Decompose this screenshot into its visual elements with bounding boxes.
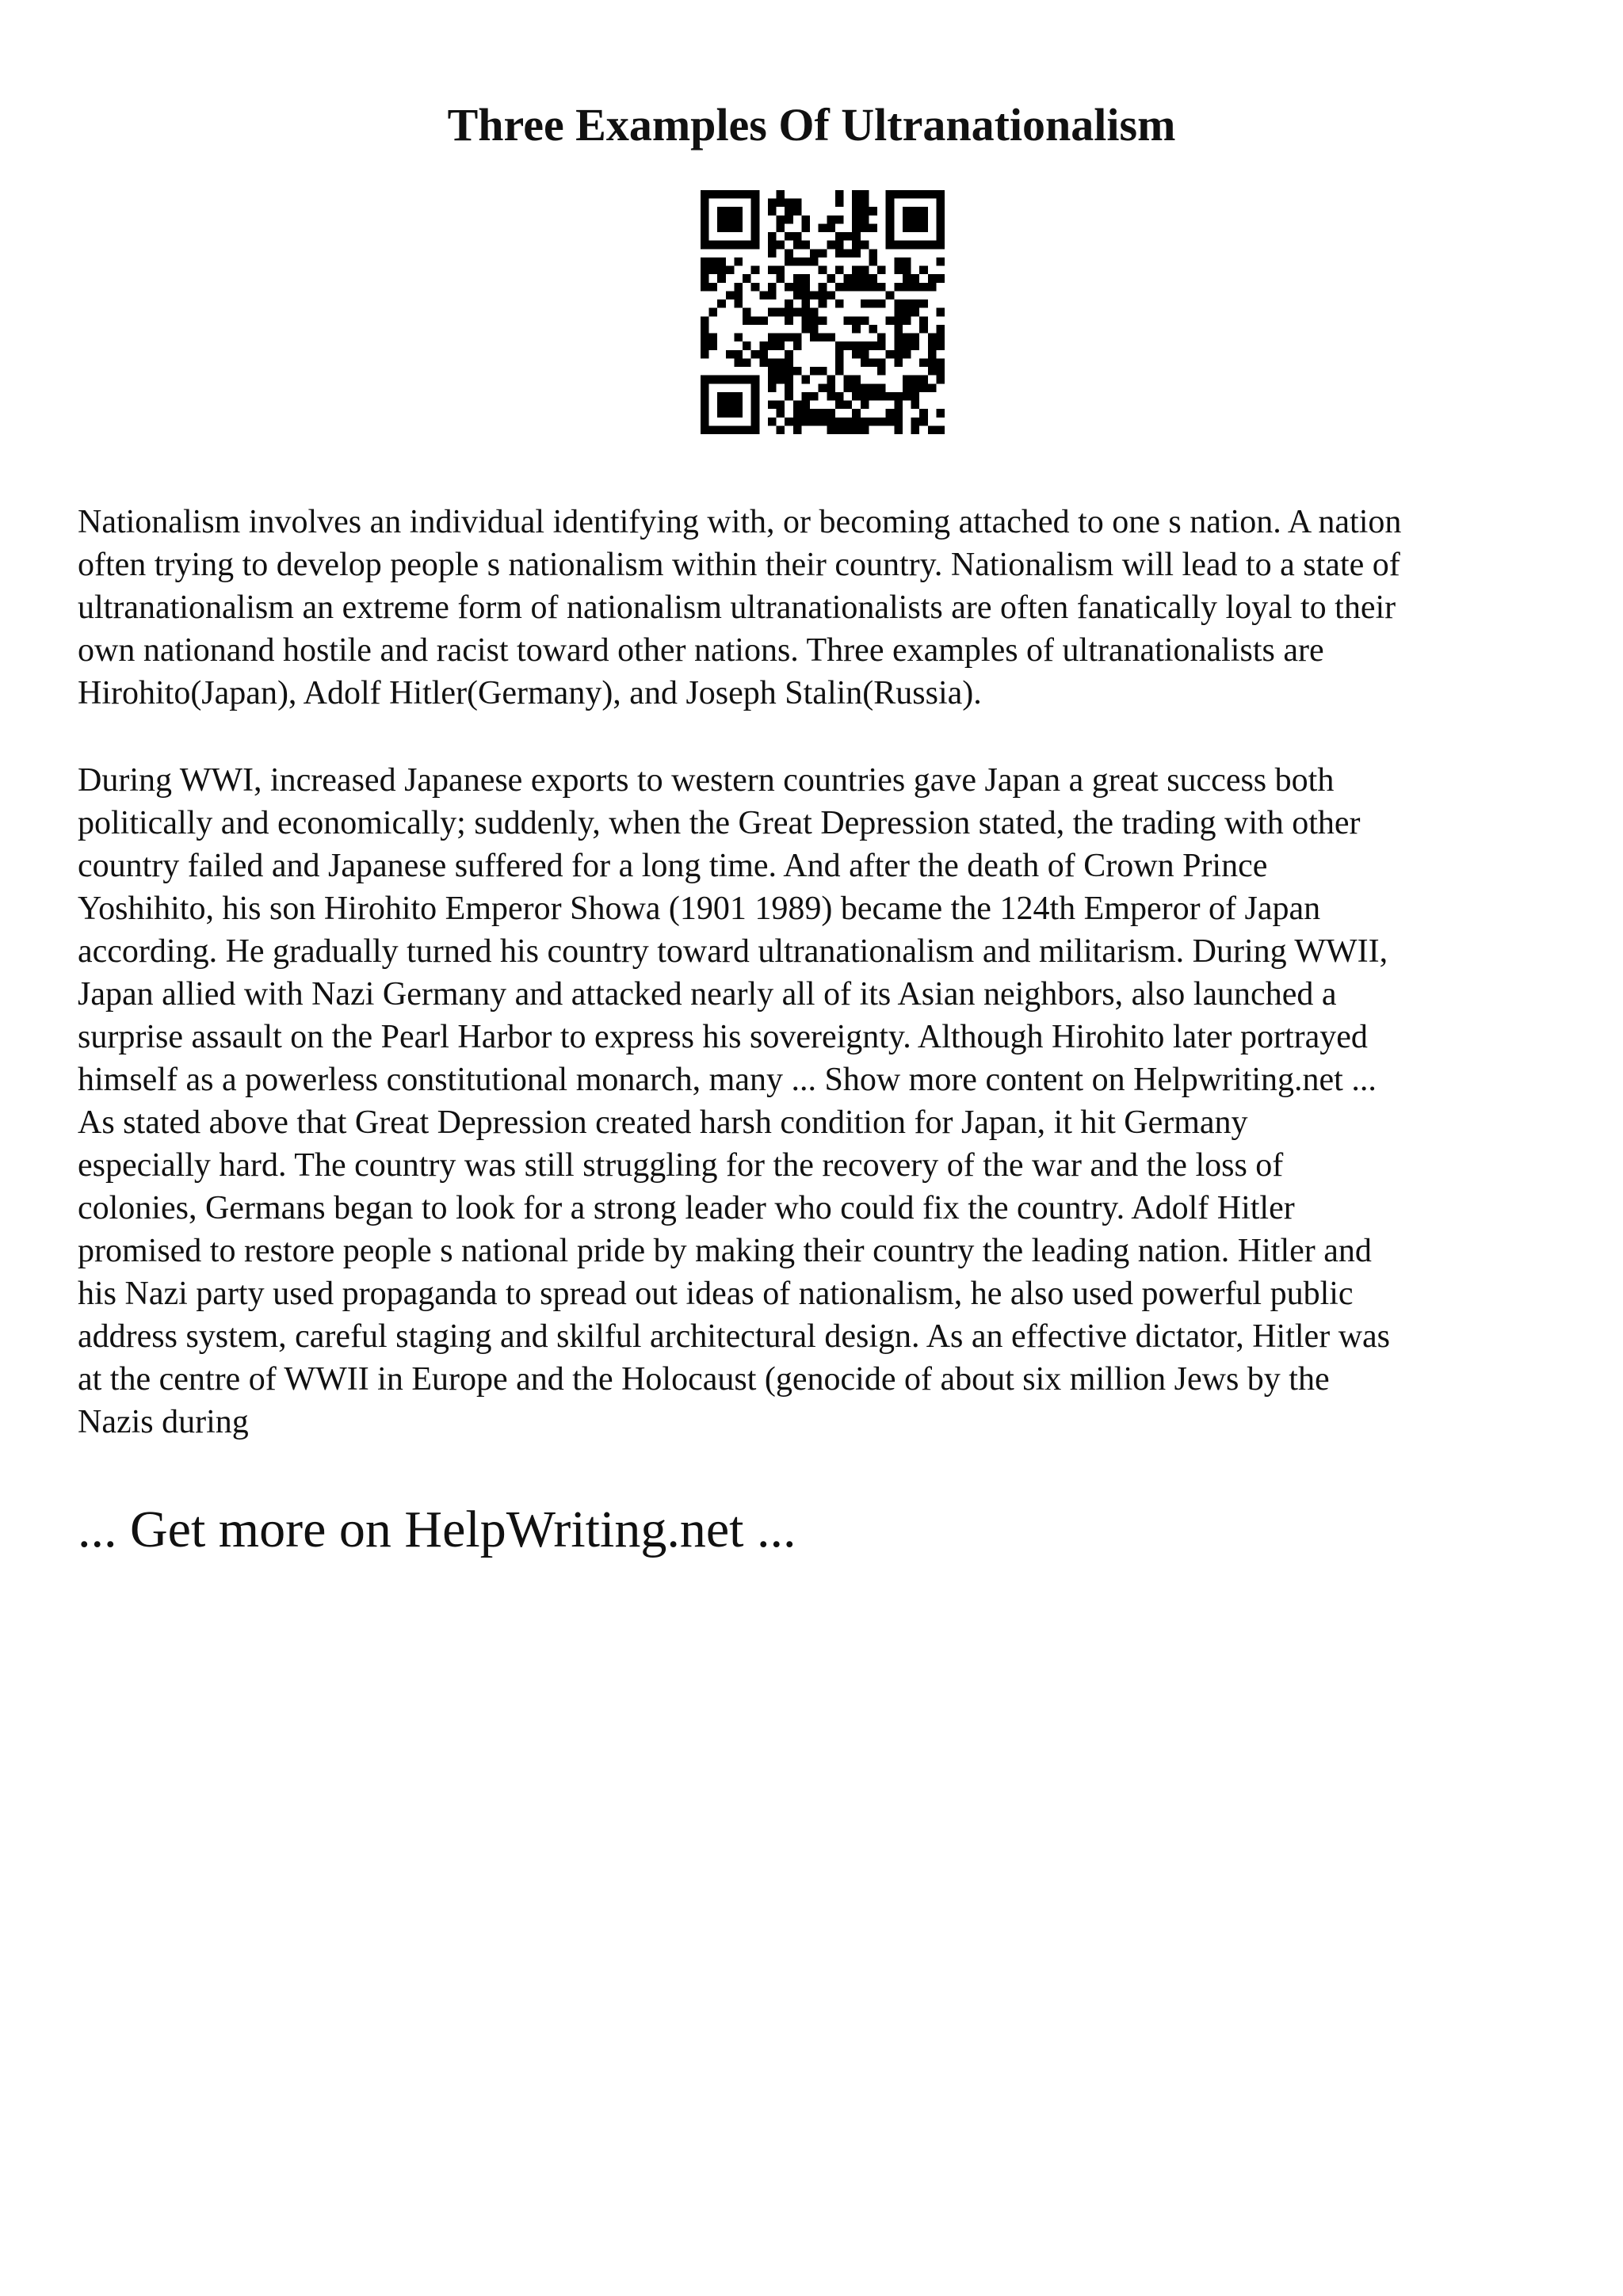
- paragraph-intro: Nationalism involves an individual identifying with, or becoming attached to one s nation. A nation often trying to develop people s nationalism within their country. Nationalism will lead to a state of ultranationalism an extreme form of nationalism ultranationalists are often fanatically loyal to their own nationand hostile and racist toward other nations. Three examples of ultranationalists are Hirohito(Japan), Adolf Hitler(Germany), and Joseph Stalin(Russia).: [78, 504, 1402, 711]
- paragraph-main: During WWI, increased Japanese exports to western countries gave Japan a great success both politically and economically; suddenly, when the Great Depression stated, the trading with other country failed and Japanese suffered for a long time. And after the death of Crown Prince Yoshihito, his son Hirohito Emperor Showa (1901 1989) became the 124th Emperor of Japan according. He gradually turned his country toward ultranationalism and militarism. During WWII, Japan allied with Nazi Germany and attacked nearly all of its Asian neighbors, also launched a surprise assault on the Pearl Harbor to express his sovereignty. Although Hirohito later portrayed himself as a powerless constitutional monarch, many ... Show more content on Helpwriting.net ... As stated above that Great Depression created harsh condition for Japan, it hit Germany especially hard. The country was still struggling for the recovery of the war and the loss of colonies, Germans began to look for a strong leader who could fix the country. Adolf Hitler promised to restore people s national pride by making their country the leading nation. Hitler and his Nazi party used propaganda to spread out ideas of nationalism, he also used powerful public address system, careful staging and skilful architectural design. As an effective dictator, Hitler was at the centre of WWII in Europe and the Holocaust (genocide of about six million Jews by the Nazis during: [78, 762, 1391, 1440]
- qr-code-icon: [701, 190, 945, 434]
- get-more-link[interactable]: ... Get more on HelpWriting.net ...: [78, 1501, 796, 1558]
- page-title: Three Examples Of Ultranationalism: [447, 99, 1176, 151]
